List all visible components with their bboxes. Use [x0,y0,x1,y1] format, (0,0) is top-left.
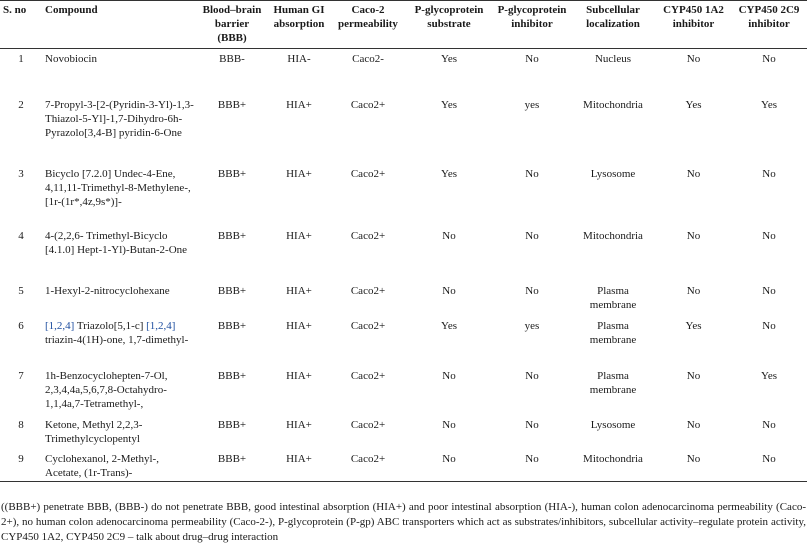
compound-link[interactable]: [1,2,4] [146,319,176,332]
cell-caco: Caco2+ [350,452,386,465]
cell-sno: 6 [18,319,24,332]
cell-sno: 4 [18,229,24,242]
cell-hia: HIA+ [286,167,312,180]
cell-hia: HIA+ [286,418,312,431]
cell-bbb: BBB+ [217,369,247,382]
cell-hia: HIA+ [286,452,312,465]
cell-hia: HIA+ [286,98,312,111]
table-row [0,316,807,366]
header-sno: S. no [3,4,27,16]
cell-pgp-substrate: Yes [440,319,457,332]
cell-cyp1a2: No [686,452,701,465]
cell-pgp-substrate: Yes [440,98,457,111]
table-footnote: ((BBB+) penetrate BBB, (BBB-) do not penetrate BBB, good intestinal absorption (HIA+) and poor intestinal absorption (HIA-), human colon adenocarcinoma permeability (Caco-2+), no human colon adenocarcinoma permeability (Caco-2-), P-glycoprotein (P-gp) ABC transporters which act as substrates/inhibitors, subcellular activity–regulate protein activity, CYP450 1A2, CYP450 2C9 – talk about drug–drug interaction [1,501,806,543]
cell-pgp-inhibitor: No [525,418,539,431]
cell-bbb: BBB+ [217,319,247,332]
cell-sno: 9 [18,452,24,465]
cell-bbb: BBB+ [217,98,247,111]
cell-localization: Nucleus [594,53,632,65]
cell-compound: Novobiocin [45,53,97,65]
cell-compound: Bicyclo [7.2.0] Undec-4-Ene, 4,11,11-Trimethyl-8-Methylene-, [1r-(1r*,4z,9s*)]- [45,167,191,208]
cell-caco: Caco2+ [350,418,386,431]
header-localization: Subcellular localization [586,4,640,30]
cell-pgp-inhibitor: No [525,229,539,242]
cell-localization: Plasma membrane [589,319,637,346]
cell-compound: Cyclohexanol, 2-Methyl-, Acetate, (1r-Trans)- [45,452,159,479]
cell-cyp2c9: No [762,284,776,297]
cell-sno: 1 [18,53,24,65]
cell-pgp-substrate: No [442,284,456,297]
header-bbb: Blood–brain barrier (BBB) [202,4,262,44]
header-pgp-substrate: P-glycoprotein substrate [414,4,484,30]
cell-cyp2c9: Yes [760,369,777,382]
cell-pgp-inhibitor: No [525,284,539,297]
cell-bbb: BBB+ [217,418,247,431]
header-compound: Compound [45,4,98,16]
compound-link[interactable]: [1,2,4] [45,319,75,332]
table-row [0,366,807,415]
cell-localization: Lysosome [590,167,636,180]
cell-bbb: BBB+ [217,284,247,297]
cell-pgp-substrate: Yes [440,53,457,65]
cell-caco: Caco2+ [350,167,386,180]
cell-bbb: BBB- [219,53,245,65]
cell-localization: Plasma membrane [589,369,637,396]
table-row [0,164,807,226]
cell-cyp1a2: Yes [685,98,702,111]
cell-caco: Caco2+ [350,284,386,297]
header-caco: Caco-2 permeability [338,4,398,30]
cell-hia: HIA+ [286,319,312,332]
cell-hia: HIA+ [286,369,312,382]
cell-compound: Ketone, Methyl 2,2,3-Trimethylcyclopentyl [45,418,143,445]
cell-bbb: BBB+ [217,167,247,180]
cell-pgp-inhibitor: No [525,53,539,65]
cell-cyp1a2: No [686,418,701,431]
table-row [0,95,807,164]
cell-localization: Mitochondria [583,98,643,111]
cell-cyp2c9: Yes [760,98,777,111]
cell-hia: HIA- [287,53,311,65]
cell-caco: Caco2+ [350,229,386,242]
header-pgp-inhibitor: P-glycoprotein inhibitor [497,4,567,30]
table-row [0,281,807,316]
cell-cyp1a2: No [686,369,701,382]
cell-caco: Caco2- [352,53,384,65]
cell-hia: HIA+ [286,229,312,242]
cell-cyp1a2: No [686,167,701,180]
cell-localization: Lysosome [590,418,636,431]
cell-cyp2c9: No [762,167,776,180]
cell-pgp-substrate: No [442,369,456,382]
cell-compound: 1-Hexyl-2-nitrocyclohexane [45,284,170,297]
cell-caco: Caco2+ [350,369,386,382]
table-row [0,449,807,482]
cell-pgp-inhibitor: No [525,167,539,180]
cell-cyp1a2: No [686,229,701,242]
compound-text: triazin-4(1H)-one, 1,7-dimethyl- [45,333,189,346]
cell-cyp1a2: Yes [685,319,702,332]
cell-pgp-substrate: No [442,452,456,465]
cell-cyp2c9: No [762,452,776,465]
cell-cyp2c9: No [762,319,776,332]
cell-sno: 8 [18,418,24,431]
cell-cyp2c9: No [762,229,776,242]
cell-cyp2c9: No [762,418,776,431]
cell-compound: 4-(2,2,6- Trimethyl-Bicyclo [4.1.0] Hept-1-Yl)-Butan-2-One [45,229,188,256]
cell-caco: Caco2+ [350,319,386,332]
table-row [0,49,807,95]
cell-pgp-inhibitor: yes [524,98,540,111]
cell-bbb: BBB+ [217,452,247,465]
cell-sno: 3 [18,167,24,180]
cell-pgp-inhibitor: No [525,369,539,382]
header-cyp1a2: CYP450 1A2 inhibitor [663,4,724,30]
header-hia: Human GI absorption [273,4,325,30]
cell-caco: Caco2+ [350,98,386,111]
cell-pgp-substrate: No [442,418,456,431]
cell-pgp-substrate: Yes [440,167,457,180]
cell-compound: 7-Propyl-3-[2-(Pyridin-3-Yl)-1,3-Thiazol-5-Yl]-1,7-Dihydro-6h-Pyrazolo[3,4-B] pyridin-6-One [45,98,194,139]
cell-sno: 2 [18,98,24,111]
cell-localization: Plasma membrane [589,284,637,311]
cell-cyp2c9: No [762,53,776,65]
cell-cyp1a2: No [686,284,701,297]
cell-hia: HIA+ [286,284,312,297]
table-row [0,226,807,281]
cell-pgp-inhibitor: yes [524,319,540,332]
cell-sno: 5 [18,284,24,297]
cell-localization: Mitochondria [583,452,643,465]
header-cyp2c9: CYP450 2C9 inhibitor [738,4,800,30]
table-row [0,415,807,449]
cell-pgp-substrate: No [442,229,456,242]
cell-pgp-inhibitor: No [525,452,539,465]
header-row [0,1,807,49]
cell-cyp1a2: No [686,53,701,65]
cell-localization: Mitochondria [583,229,643,242]
compound-text: Triazolo[5,1-c] [74,319,147,332]
cell-sno: 7 [18,369,24,382]
cell-compound: 1h-Benzocyclohepten-7-Ol, 2,3,4,4a,5,6,7,8-Octahydro-1,1,4a,7-Tetramethyl-, [45,369,168,410]
cell-bbb: BBB+ [217,229,247,242]
cell-compound [42,316,198,366]
